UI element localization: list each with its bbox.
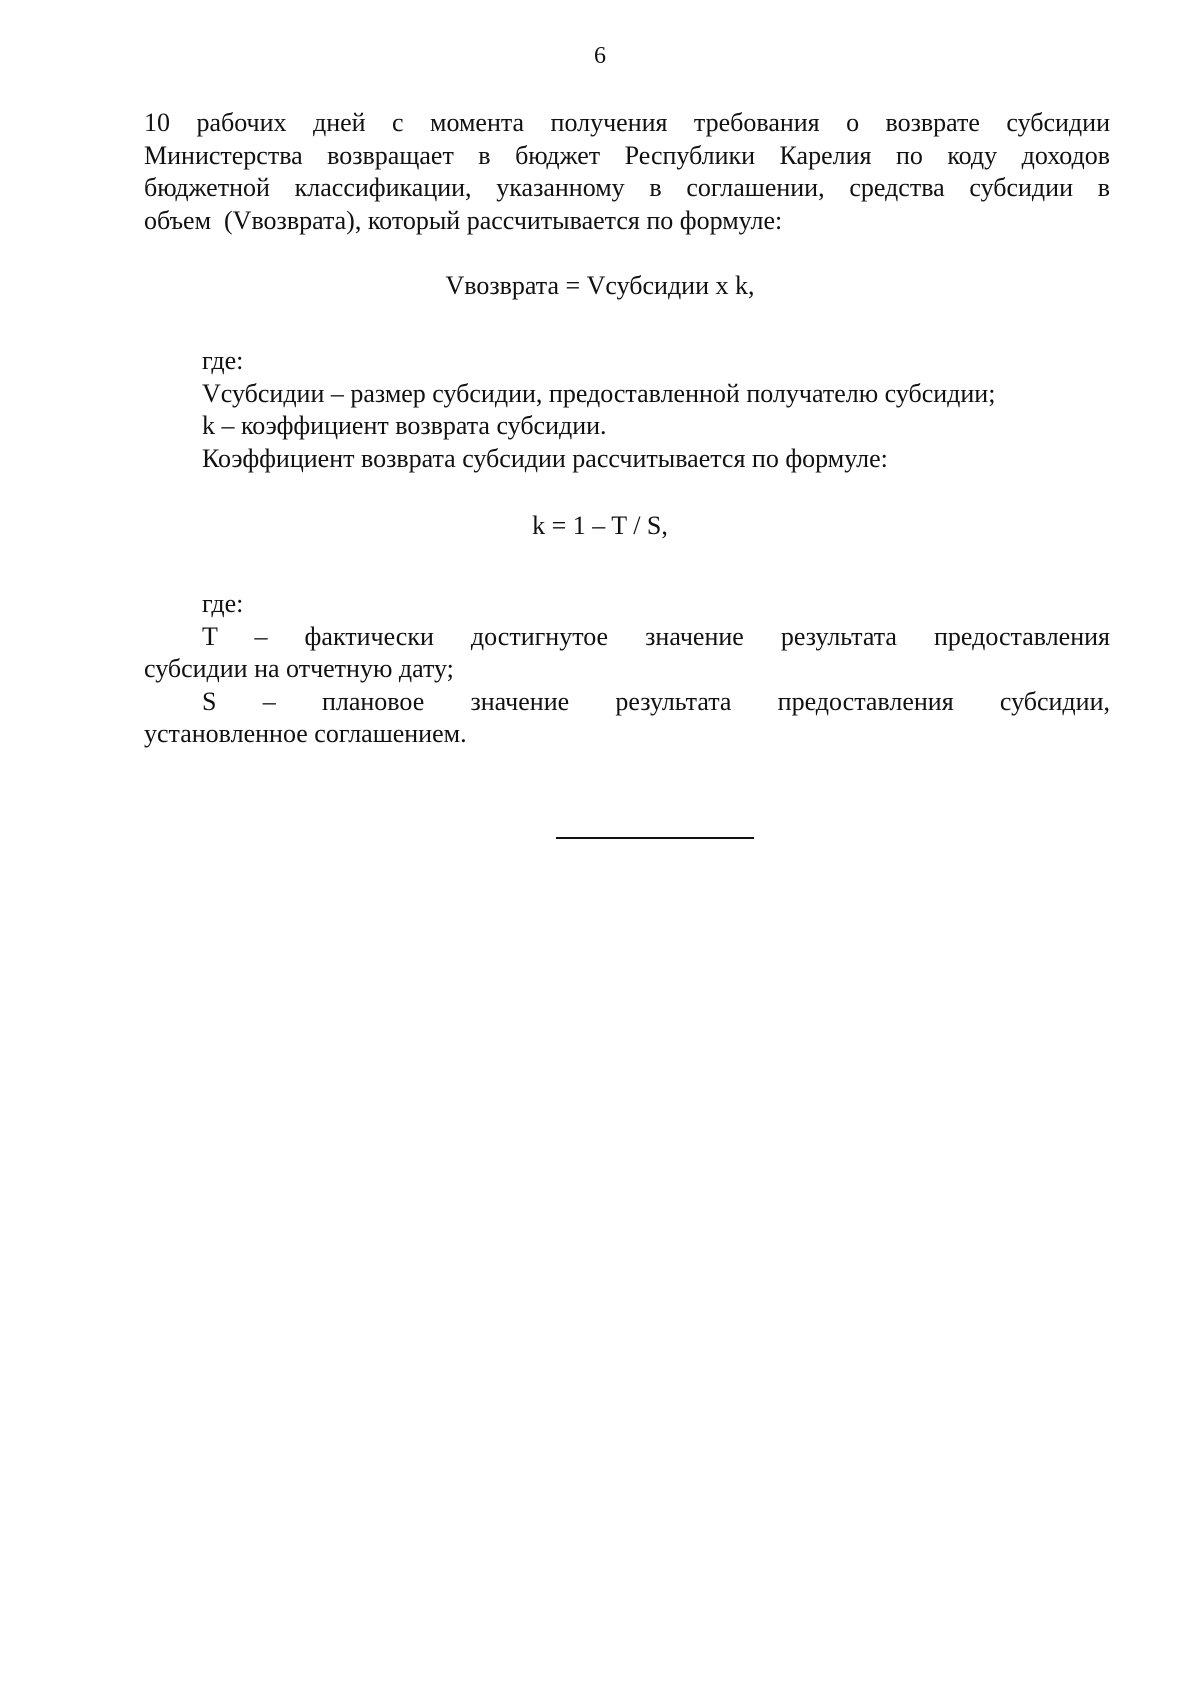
definition-s-line-2: установленное соглашением. [144,719,467,748]
definition-t-line-2: субсидии на отчетную дату; [144,654,454,683]
definition-v-subsidy: Vсубсидии – размер субсидии, предоставленной получателю субсидии; [202,378,996,408]
definition-s-line-1: S – плановое значение результата предоставления субсидии, [202,686,1110,716]
intro-line-1: 10 рабочих дней с момента получения требования о возврате субсидии [144,108,1110,137]
where-label-2: где: [202,589,244,618]
formula-v-return: Vвозврата = Vсубсидии x k, [445,271,755,300]
intro-line-4: объем (Vвозврата), который рассчитывается по формуле: [144,205,783,235]
formula-k: k = 1 – T / S, [532,511,668,540]
definitions-block-2 [144,588,1110,751]
page-number: 6 [594,43,606,69]
intro-line-2: Министерства возвращает в бюджет Республики Карелия по коду доходов [144,140,1110,170]
where-label-1: где: [202,346,244,375]
intro-paragraph [144,107,1110,237]
end-separator-line [556,837,754,839]
k-formula-intro: Коэффициент возврата субсидии рассчитывается по формуле: [202,443,888,473]
definition-t-line-1: T – фактически достигнутое значение результата предоставления [202,621,1110,651]
definition-k: k – коэффициент возврата субсидии. [202,411,607,440]
definitions-block-1 [144,345,1110,475]
intro-line-3: бюджетной классификации, указанному в соглашении, средства субсидии в [144,173,1110,202]
